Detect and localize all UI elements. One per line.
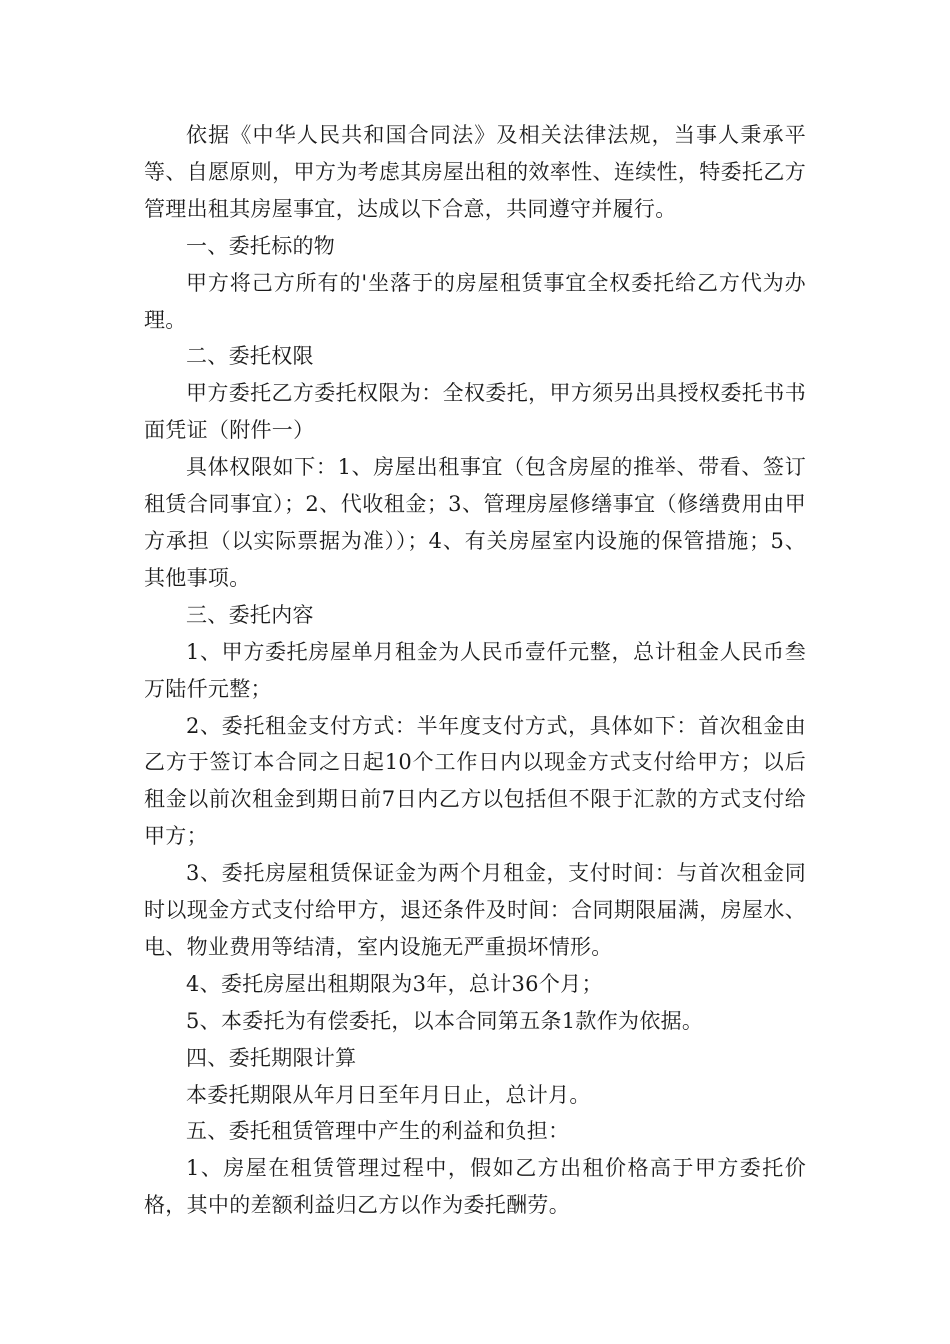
- section-1-paragraph: 甲方将己方所有的'坐落于的房屋租赁事宜全权委托给乙方代为办理。: [144, 270, 806, 332]
- section-3-item-5: 5、本委托为有偿委托，以本合同第五条1款作为依据。: [186, 1008, 704, 1033]
- intro-paragraph: 依据《中华人民共和国合同法》及相关法律法规，当事人秉承平等、自愿原则，甲方为考虑其房屋出租的效率性、连续性，特委托乙方管理出租其房屋事宜，达成以下合意，共同遵守并履行。: [144, 123, 806, 221]
- section-heading-4: 四、委托期限计算: [186, 1045, 357, 1070]
- section-heading-5: 五、委托租赁管理中产生的利益和负担：: [186, 1119, 570, 1144]
- section-3-item-4: 4、委托房屋出租期限为3年，总计36个月；: [186, 971, 603, 996]
- section-2-paragraph-2: 具体权限如下：1、房屋出租事宜（包含房屋的推举、带看、签订租赁合同事宜）；2、代收租金；3、管理房屋修缮事宜（修缮费用由甲方承担（以实际票据为准））；4、有关房屋室内设施的保管措施；5、其他事项。: [144, 455, 806, 590]
- section-5-item-1: 1、房屋在租赁管理过程中，假如乙方出租价格高于甲方委托价格，其中的差额利益归乙方以作为委托酬劳。: [144, 1156, 806, 1218]
- section-2-paragraph-1: 甲方委托乙方委托权限为：全权委托，甲方须另出具授权委托书书面凭证（附件一）: [144, 381, 806, 443]
- section-heading-3: 三、委托内容: [186, 602, 314, 627]
- section-heading-2: 二、委托权限: [186, 344, 314, 369]
- document-page: [144, 117, 806, 1224]
- section-3-item-2: 2、委托租金支付方式：半年度支付方式，具体如下：首次租金由乙方于签订本合同之日起10个工作日内以现金方式支付给甲方；以后租金以前次租金到期日前7日内乙方以包括但不限于汇款的方式支付给甲方；: [144, 713, 806, 849]
- section-heading-1: 一、委托标的物: [186, 233, 336, 258]
- section-3-item-3: 3、委托房屋租赁保证金为两个月租金，支付时间：与首次租金同时以现金方式支付给甲方，退还条件及时间：合同期限届满，房屋水、电、物业费用等结清，室内设施无严重损坏情形。: [144, 861, 806, 959]
- section-4-paragraph: 本委托期限从年月日至年月日止，总计月。: [186, 1082, 591, 1107]
- section-3-item-1: 1、甲方委托房屋单月租金为人民币壹仟元整，总计租金人民币叁万陆仟元整；: [144, 639, 806, 701]
